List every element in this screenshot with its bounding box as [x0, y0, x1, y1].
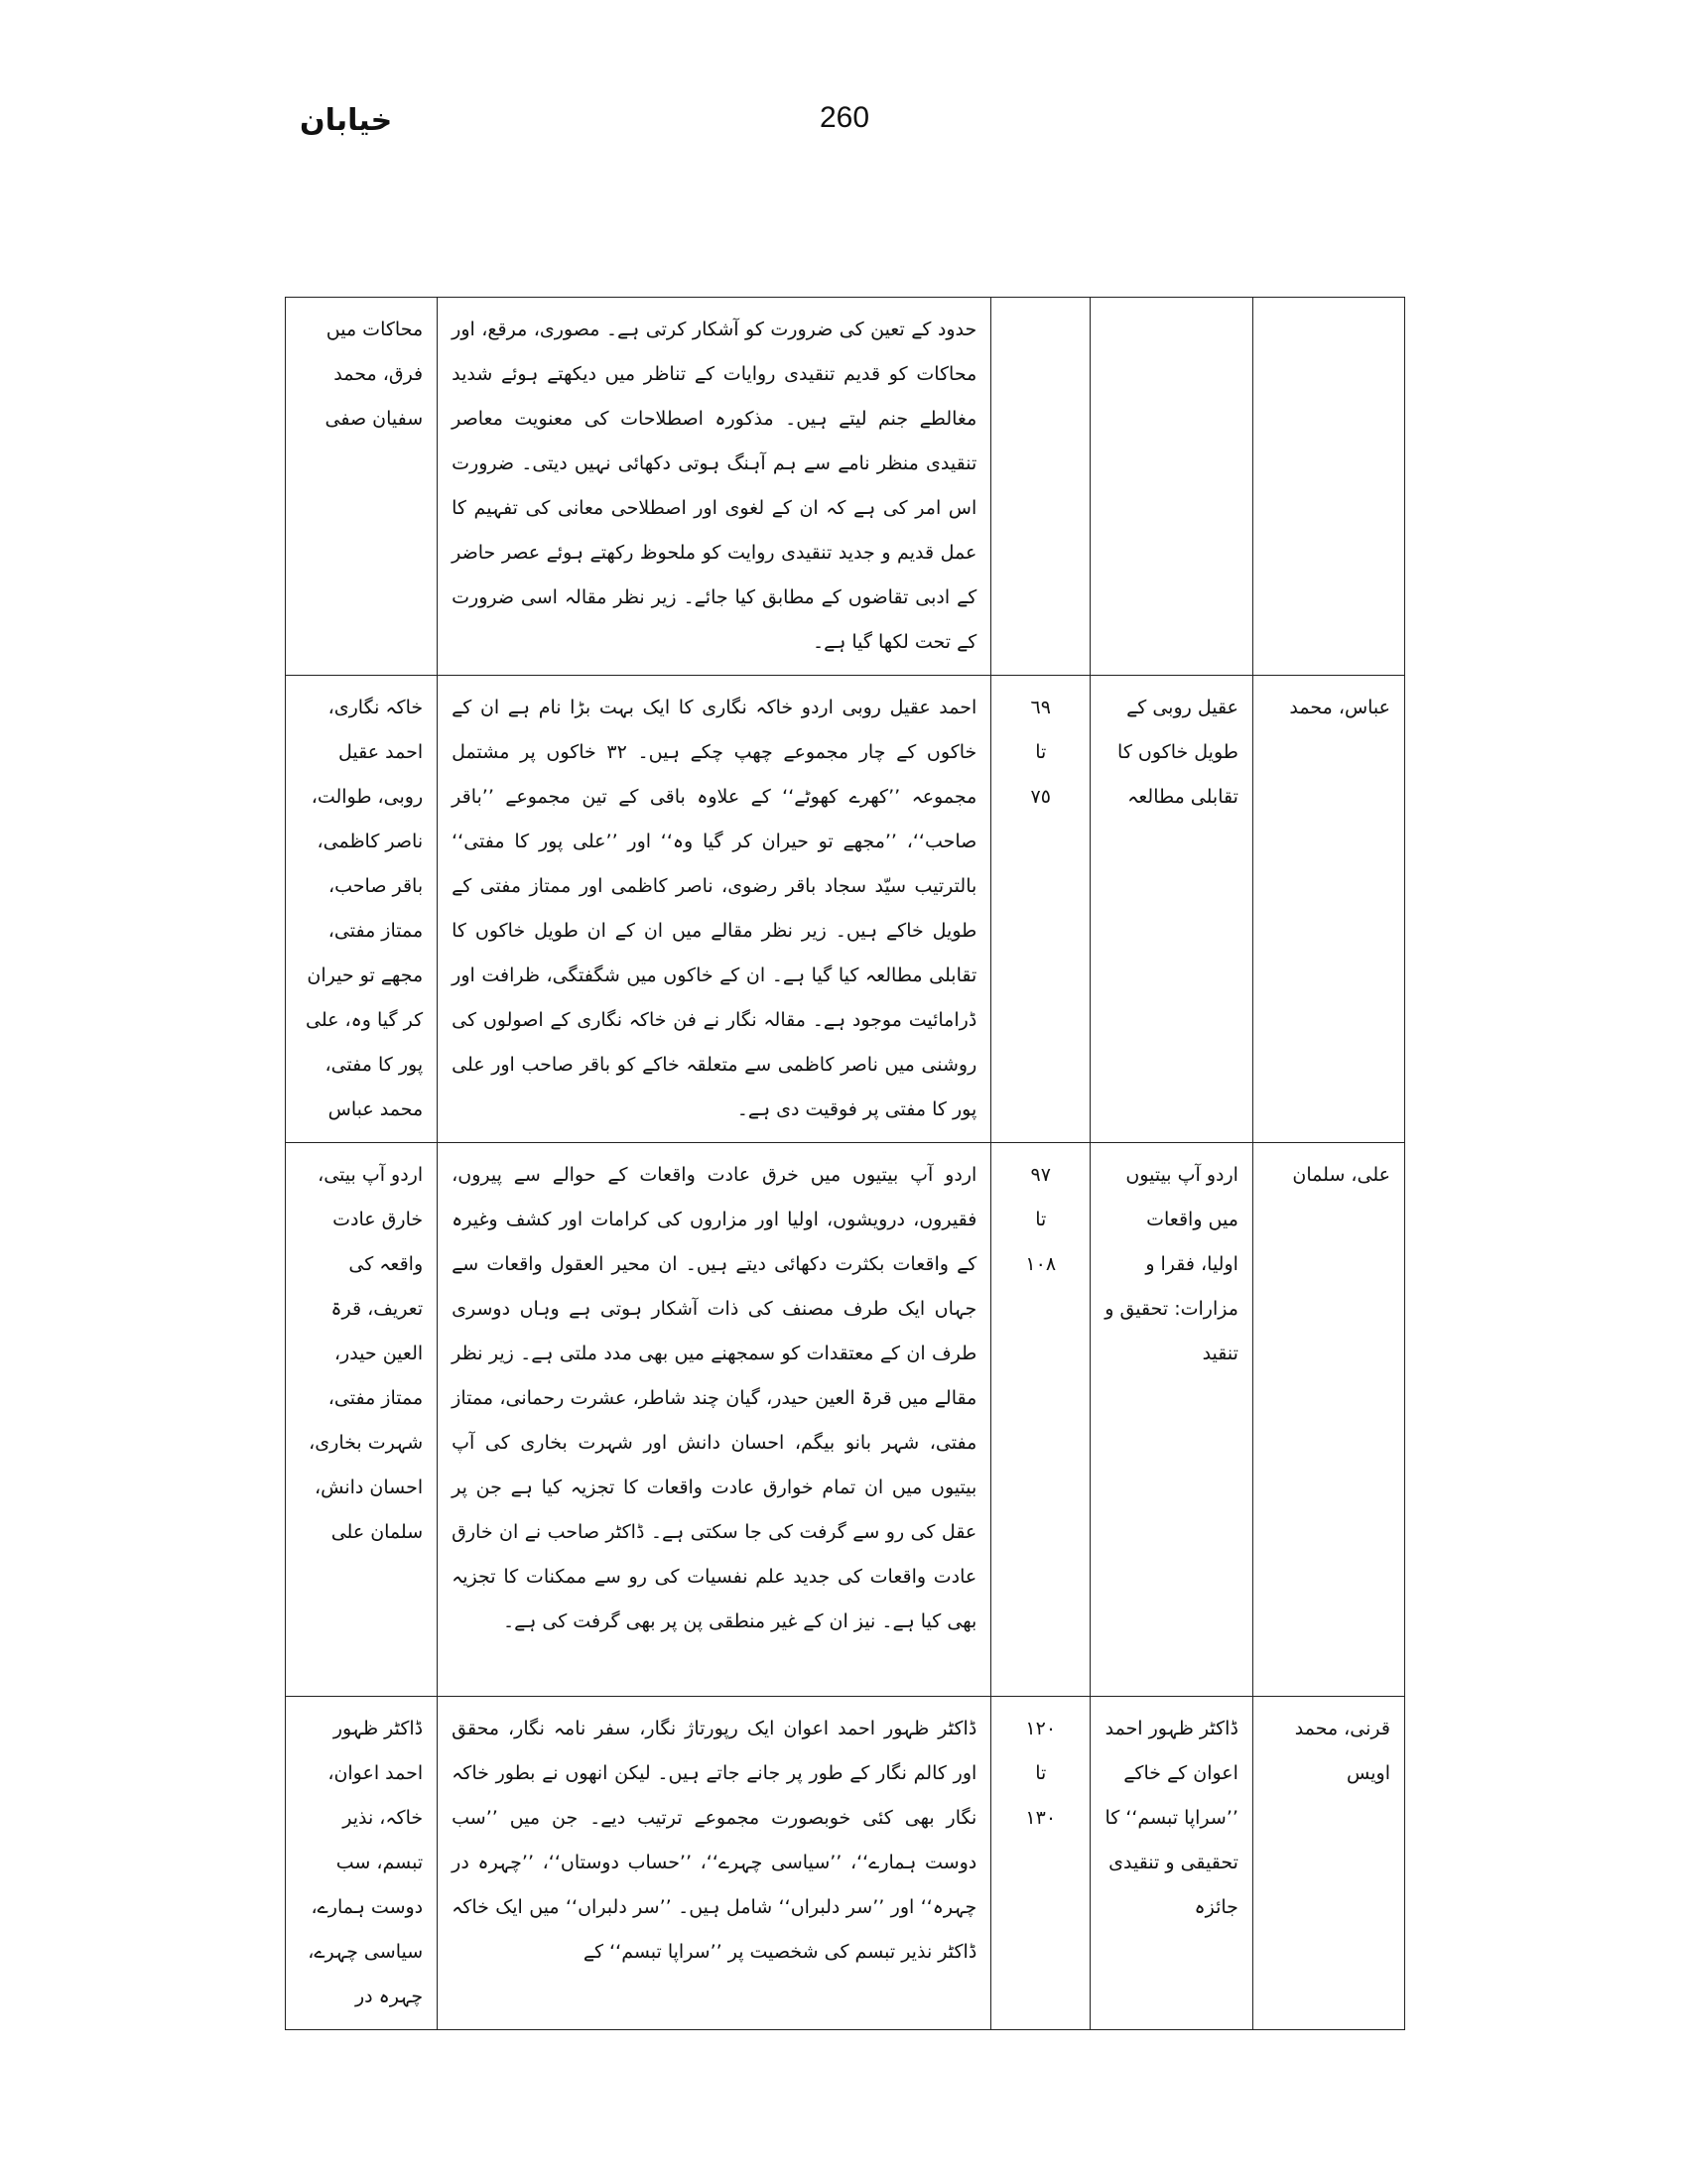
page-range-word: تا — [1035, 1762, 1047, 1784]
author-cell: علی، سلمان — [1252, 1143, 1404, 1697]
page-number: 260 — [820, 101, 870, 134]
table-row — [286, 1143, 1405, 1697]
journal-running-head: خیابان — [300, 103, 393, 138]
article-index-table — [285, 297, 1405, 2030]
table-row — [286, 676, 1405, 1143]
keywords-cell: ڈاکٹر ظہور احمد اعوان، خاکہ، نذیر تبسم، سب دوست ہمارے، سیاسی چہرے، چہرہ در — [286, 1697, 438, 2030]
page-end: ١٠٨ — [1025, 1253, 1057, 1275]
page-start: ٦٩ — [1030, 697, 1051, 718]
summary-cell: حدود کے تعین کی ضرورت کو آشکار کرتی ہے۔ مصوری، مرقع، اور محاکات کو قدیم تنقیدی روایات کے تناظر میں دیکھتے ہوئے شدید مغالطے جنم لیتے ہیں۔ مذکورہ اصطلاحات کی معنویت معاصر تنقیدی منظر نامے سے ہم آہنگ ہوتی دکھائی نہیں دیتی۔ ضرورت اس امر کی ہے کہ ان کے لغوی اور اصطلاحی معانی کی تفہیم کا عمل قدیم و جدید تنقیدی روایت کو ملحوظ رکھتے ہوئے عصر حاضر کے ادبی تقاضوں کے مطابق کیا جائے۔ زیر نظر مقالہ اسی ضرورت کے تحت لکھا گیا ہے۔ — [438, 298, 991, 676]
page-start: ٩٧ — [1030, 1164, 1051, 1186]
pages-cell — [991, 676, 1091, 1143]
page-end: ١٣٠ — [1025, 1807, 1057, 1829]
summary-cell: احمد عقیل روبی اردو خاکہ نگاری کا ایک بہت بڑا نام ہے ان کے خاکوں کے چار مجموعے چھپ چکے ہیں۔ ٣٢ خاکوں پر مشتمل مجموعہ ’’کھرے کھوٹے‘‘ کے علاوہ باقی کے تین مجموعے ’’باقر صاحب‘‘، ’’مجھے تو حیران کر گیا وہ‘‘ اور ’’علی پور کا مفتی‘‘ بالترتیب سیّد سجاد باقر رضوی، ناصر کاظمی اور ممتاز مفتی کے طویل خاکے ہیں۔ زیر نظر مقالے میں ان کے ان طویل خاکوں کا تقابلی مطالعہ کیا گیا ہے۔ ان کے خاکوں میں شگفتگی، ظرافت اور ڈرامائیت موجود ہے۔ مقالہ نگار نے فن خاکہ نگاری کے اصولوں کی روشنی میں ناصر کاظمی سے متعلقہ خاکے کو باقر صاحب اور علی پور کا مفتی پر فوقیت دی ہے۔ — [438, 676, 991, 1143]
page-start: ١٢٠ — [1025, 1718, 1057, 1739]
summary-cell: اردو آپ بیتیوں میں خرق عادت واقعات کے حوالے سے پیروں، فقیروں، درویشوں، اولیا اور مزاروں کی کرامات اور کشف وغیرہ کے واقعات بکثرت دکھائی دیتے ہیں۔ ان محیر العقول واقعات سے جہاں ایک طرف مصنف کی ذات آشکار ہوتی ہے وہاں دوسری طرف ان کے معتقدات کو سمجھنے میں بھی مدد ملتی ہے۔ زیر نظر مقالے میں قرۃ العین حیدر، گیان چند شاطر، عشرت رحمانی، ممتاز مفتی، شہر بانو بیگم، احسان دانش اور شہرت بخاری کی آپ بیتیوں میں ان تمام خوارق عادت واقعات کا تجزیہ کیا ہے جن پر عقل کی رو سے گرفت کی جا سکتی ہے۔ ڈاکٹر صاحب نے ان خارق عادت واقعات کی جدید علم نفسیات کی رو سے ممکنات کا تجزیہ بھی کیا ہے۔ نیز ان کے غیر منطقی پن پر بھی گرفت کی ہے۔ — [438, 1143, 991, 1697]
pages-cell — [991, 1697, 1091, 2030]
page-range-word: تا — [1035, 1209, 1047, 1230]
table-row — [286, 1697, 1405, 2030]
title-cell: ڈاکٹر ظہور احمد اعوان کے خاکے ’’سراپا تبسم‘‘ کا تحقیقی و تنقیدی جائزہ — [1091, 1697, 1253, 2030]
author-cell: قرنی، محمد اویس — [1252, 1697, 1404, 2030]
title-cell: عقیل روبی کے طویل خاکوں کا تقابلی مطالعہ — [1091, 676, 1253, 1143]
author-cell: عباس، محمد — [1252, 676, 1404, 1143]
keywords-cell: اردو آپ بیتی، خارق عادت واقعہ کی تعریف، قرۃ العین حیدر، ممتاز مفتی، شہرت بخاری، احسان دانش، سلمان علی — [286, 1143, 438, 1697]
pages-cell — [991, 298, 1091, 676]
summary-cell: ڈاکٹر ظہور احمد اعوان ایک رپورتاژ نگار، سفر نامہ نگار، محقق اور کالم نگار کے طور پر جانے جاتے ہیں۔ لیکن انھوں نے بطور خاکہ نگار بھی کئی خوبصورت مجموعے ترتیب دیے۔ جن میں ’’سب دوست ہمارے‘‘، ’’سیاسی چہرے‘‘، ’’حساب دوستاں‘‘، ’’چہرہ در چہرہ‘‘ اور ’’سر دلبراں‘‘ شامل ہیں۔ ’’سر دلبراں‘‘ میں ایک خاکہ ڈاکٹر نذیر تبسم کی شخصیت پر ’’سراپا تبسم‘‘ کے — [438, 1697, 991, 2030]
table-row — [286, 298, 1405, 676]
keywords-cell: محاکات میں فرق، محمد سفیان صفی — [286, 298, 438, 676]
page-end: ٧٥ — [1030, 786, 1051, 808]
title-cell: اردو آپ بیتیوں میں واقعات اولیا، فقرا و مزارات: تحقیق و تنقید — [1091, 1143, 1253, 1697]
author-cell — [1252, 298, 1404, 676]
page-range-word: تا — [1035, 741, 1047, 763]
keywords-cell: خاکہ نگاری، احمد عقیل روبی، طوالت، ناصر کاظمی، باقر صاحب، ممتاز مفتی، مجھے تو حیران کر گیا وہ، علی پور کا مفتی، محمد عباس — [286, 676, 438, 1143]
pages-cell — [991, 1143, 1091, 1697]
title-cell — [1091, 298, 1253, 676]
